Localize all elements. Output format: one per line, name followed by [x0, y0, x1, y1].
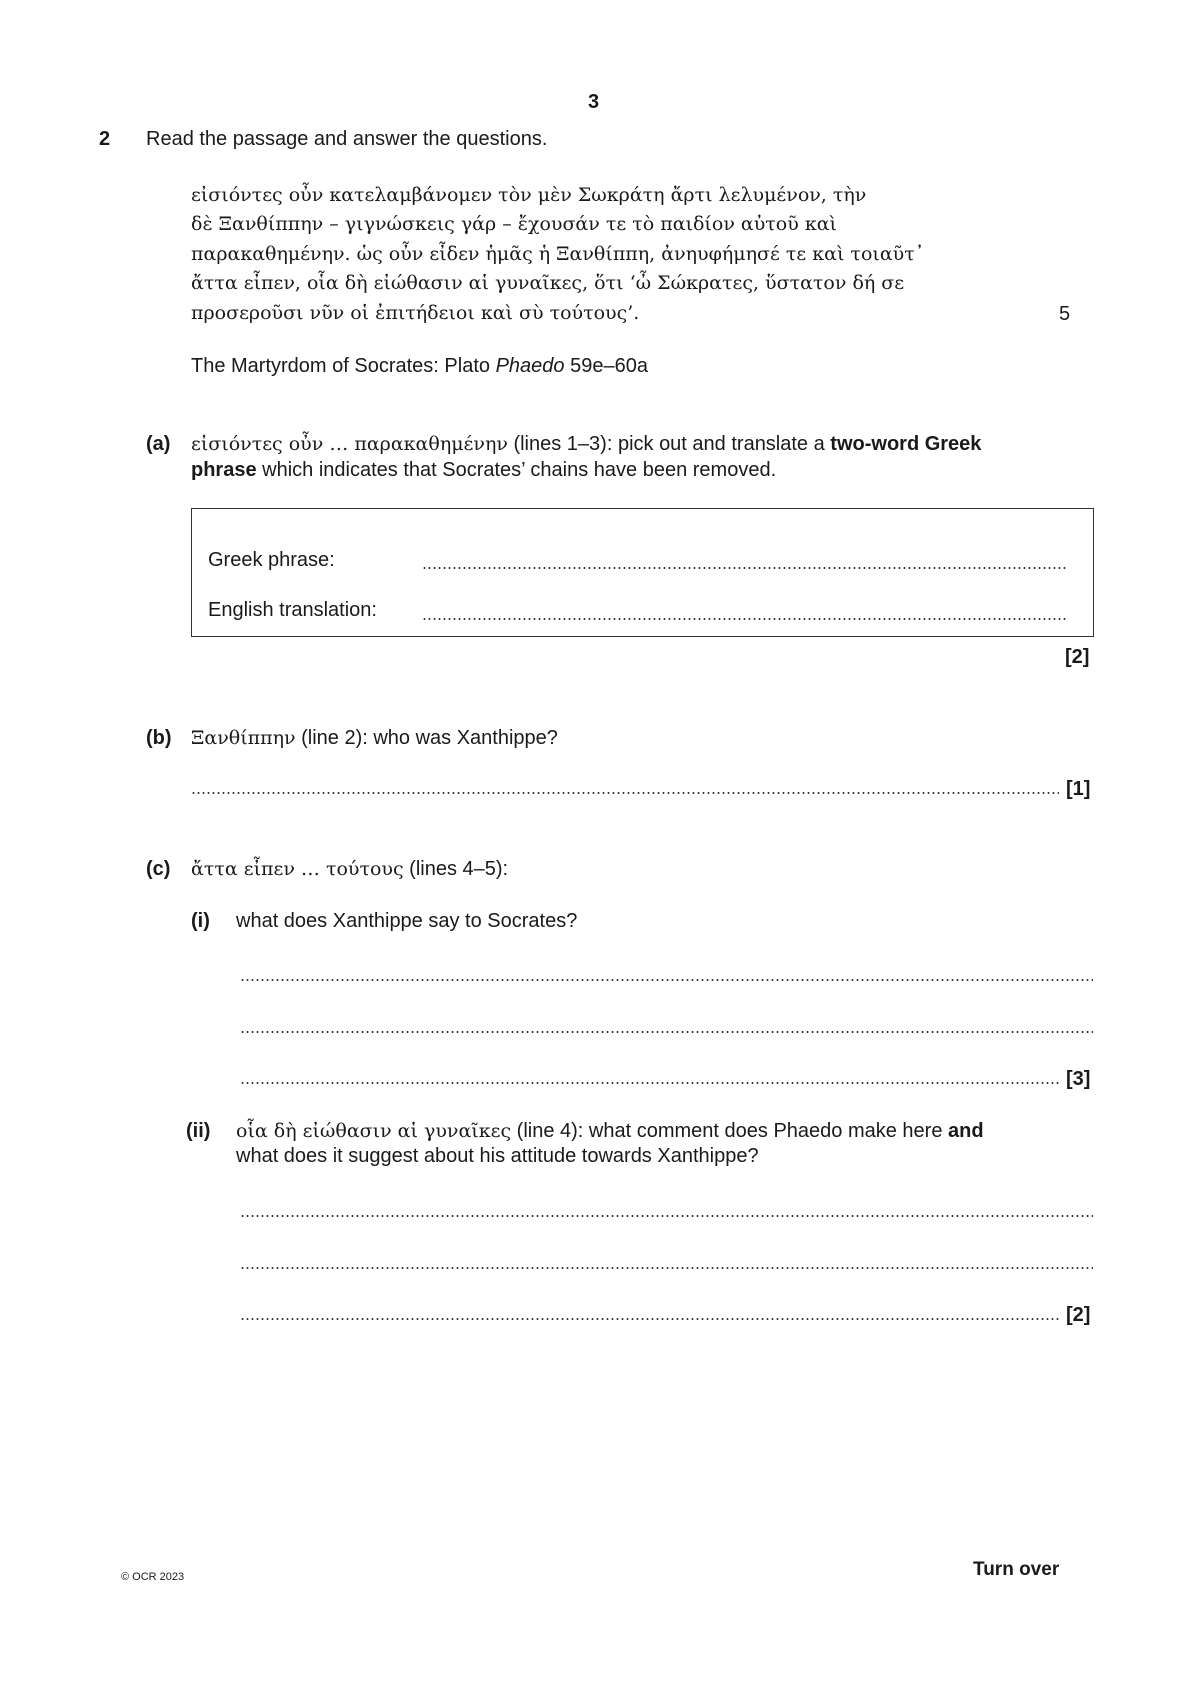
- part-c-i-label: (i): [191, 910, 210, 932]
- passage-line-5: προσεροῦσι νῦν οἱ ἐπιτήδειοι καὶ σὺ τούτους’.: [191, 302, 640, 324]
- passage-line-1: εἰσιόντες οὖν κατελαμβάνομεν τὸν μὲν Σωκράτη ἄρτι λελυμένον, τὴν: [191, 184, 867, 206]
- part-c-ii-bold: and: [948, 1120, 984, 1142]
- part-c-i-marks: [3]: [1066, 1068, 1091, 1090]
- part-b-greek-ref: Ξανθίππην: [191, 727, 296, 749]
- source-prefix: The Martyrdom of Socrates: Plato: [191, 355, 496, 377]
- greek-phrase-label: Greek phrase:: [208, 549, 335, 571]
- passage-source: [191, 355, 648, 378]
- part-c-i-answer-line-3[interactable]: [240, 1082, 1060, 1084]
- part-c-ii-text-1: (line 4): what comment does Phaedo make here: [511, 1120, 949, 1142]
- part-c-prompt: [191, 858, 508, 881]
- source-reference: 59e–60a: [564, 355, 648, 377]
- part-c-ii-marks: [2]: [1066, 1304, 1091, 1326]
- part-b-label: (b): [146, 727, 172, 749]
- part-c-label: (c): [146, 858, 171, 880]
- part-b-answer-line[interactable]: [191, 792, 1059, 794]
- part-b-text: (line 2): who was Xanthippe?: [295, 727, 558, 749]
- part-a-bold-2: phrase: [191, 459, 257, 481]
- part-a-greek-ref: εἰσιόντες οὖν … παρακαθημένην: [191, 433, 508, 455]
- english-translation-label: English translation:: [208, 599, 377, 621]
- part-c-ii-greek-ref: οἷα δὴ εἰώθασιν αἱ γυναῖκες: [236, 1120, 512, 1142]
- question-number: 2: [99, 128, 111, 150]
- part-c-i-answer-line-2[interactable]: [240, 1031, 1093, 1033]
- part-c-ii-prompt-line-1: [236, 1120, 984, 1143]
- part-c-ii-answer-line-1[interactable]: [240, 1215, 1093, 1217]
- part-c-text: (lines 4–5):: [403, 858, 509, 880]
- part-a-bold-1: two-word Greek: [830, 433, 982, 455]
- part-a-text-2: which indicates that Socrates’ chains have been removed.: [256, 459, 777, 481]
- english-translation-answer-line[interactable]: [422, 618, 1068, 620]
- part-a-marks: [2]: [1065, 646, 1090, 668]
- part-a-text-1: (lines 1–3): pick out and translate a: [507, 433, 831, 455]
- copyright: © OCR 2023: [121, 1571, 185, 1583]
- part-a-prompt-line-2: [191, 459, 776, 482]
- question-instruction: Read the passage and answer the questions.: [146, 128, 548, 150]
- line-marker: 5: [1059, 303, 1071, 325]
- turn-over: Turn over: [973, 1559, 1060, 1580]
- passage-line-3: παρακαθημένην. ὡς οὖν εἶδεν ἡμᾶς ἡ Ξανθίππη, ἀνηυφήμησέ τε καὶ τοιαῦτ᾽: [191, 243, 925, 265]
- part-c-ii-prompt-line-2: what does it suggest about his attitude towards Xanthippe?: [236, 1145, 759, 1167]
- part-c-i-answer-line-1[interactable]: [240, 979, 1093, 981]
- greek-phrase-answer-line[interactable]: [422, 567, 1068, 569]
- part-c-ii-label: (ii): [186, 1120, 211, 1142]
- page-number: 3: [588, 91, 600, 113]
- part-a-prompt-line-1: [191, 433, 981, 456]
- part-c-ii-answer-line-3[interactable]: [240, 1318, 1060, 1320]
- part-b-prompt: [191, 727, 558, 750]
- passage-line-2: δὲ Ξανθίππην – γιγνώσκεις γάρ – ἔχουσάν τε τὸ παιδίον αὐτοῦ καὶ: [191, 213, 837, 235]
- part-b-marks: [1]: [1066, 778, 1091, 800]
- source-title: Phaedo: [495, 355, 565, 377]
- part-c-i-prompt: what does Xanthippe say to Socrates?: [236, 910, 578, 932]
- part-c-ii-answer-line-2[interactable]: [240, 1267, 1093, 1269]
- passage-line-4: ἄττα εἶπεν, οἷα δὴ εἰώθασιν αἱ γυναῖκες, ὅτι ‘ὦ Σώκρατες, ὕστατον δή σε: [191, 272, 905, 294]
- part-a-label: (a): [146, 433, 171, 455]
- part-c-greek-ref: ἄττα εἶπεν … τούτους: [191, 858, 404, 880]
